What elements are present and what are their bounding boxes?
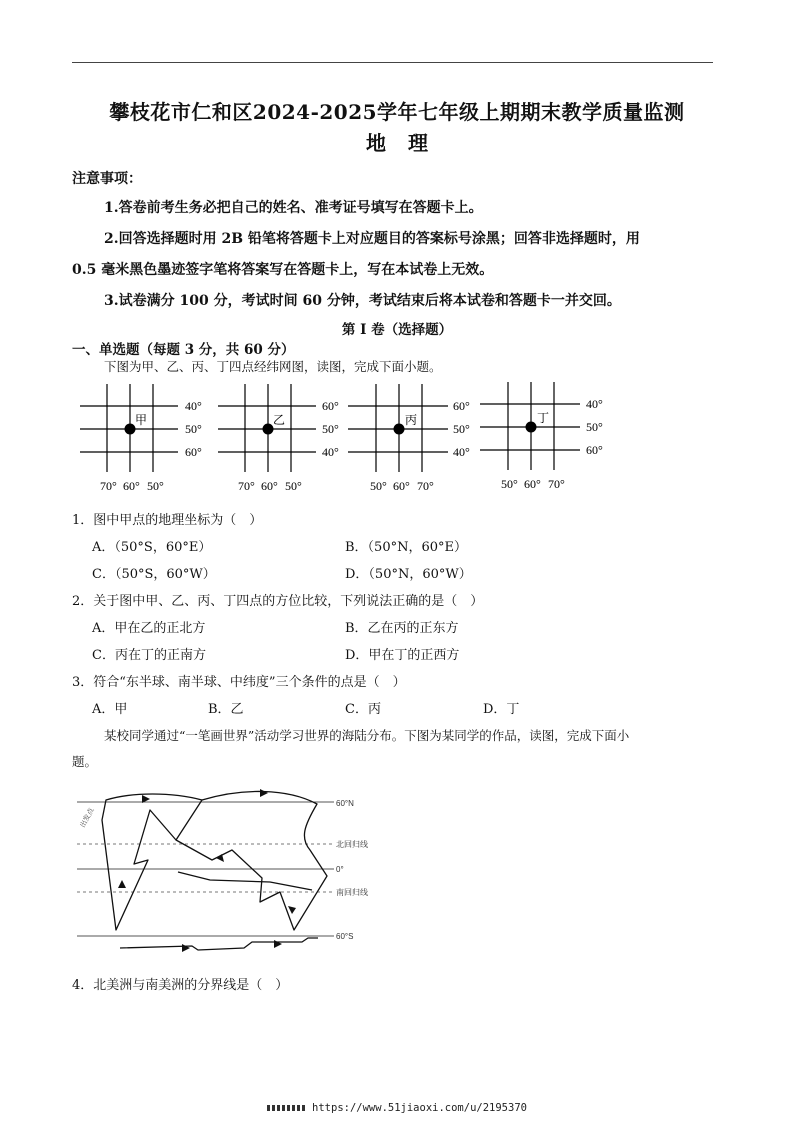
point-ding [526, 422, 537, 433]
grid-yi-lat-3: 40° [322, 445, 339, 459]
grid-jia-lon-3: 50° [147, 479, 164, 493]
lat-label-60s: 60°S [336, 932, 354, 941]
point-yi [263, 424, 274, 435]
q2-option-b: B．乙在丙的正东方 [345, 621, 459, 636]
question-1: 1．图中甲点的地理坐标为（ ） [72, 513, 263, 528]
map-intro-line-2: 题。 [72, 754, 98, 769]
grid-bing-lon-2: 60° [393, 479, 410, 493]
q1-option-d: D．（50°N，60°W） [345, 567, 472, 582]
grid-jia-lat-2: 50° [185, 422, 202, 436]
lat-label-tropic-capricorn: 南回归线 [336, 888, 368, 897]
subject-title: 地理 [366, 131, 450, 155]
grid-jia-lat-1: 40° [185, 399, 202, 413]
grid-ding [480, 382, 603, 491]
grid-intro: 下图为甲、乙、丙、丁四点经纬网图，读图，完成下面小题。 [104, 359, 442, 374]
grid-bing [348, 384, 470, 493]
exam-title: 攀枝花市仁和区2024-2025学年七年级上期期末教学质量监测 [109, 100, 685, 124]
grid-ding-lat-1: 40° [586, 397, 603, 411]
q3-option-a: A．甲 [92, 702, 128, 717]
q1-option-c: C．（50°S，60°W） [92, 567, 216, 582]
grid-label-bing: 丙 [405, 413, 418, 427]
grid-yi-lon-1: 70° [238, 479, 255, 493]
grid-label-jia: 甲 [135, 413, 148, 427]
question-3: 3．符合“东半球、南半球、中纬度”三个条件的点是（ ） [72, 675, 406, 690]
grid-jia-lat-3: 60° [185, 445, 202, 459]
grid-ding-lon-1: 50° [501, 477, 518, 491]
q3-option-d: D．丁 [483, 702, 520, 717]
point-jia [125, 424, 136, 435]
grid-ding-lat-3: 60° [586, 443, 603, 457]
q3-option-c: C．丙 [345, 702, 381, 717]
part-heading: 一、单选题（每题 3 分，共 60 分） [72, 342, 295, 358]
grid-bing-lon-3: 70° [417, 479, 434, 493]
one-stroke-world-map [72, 780, 392, 960]
notice-item-3: 3.试卷满分 100 分，考试时间 60 分钟，考试结束后将本试卷和答题卡一并交回。 [104, 293, 621, 309]
notice-item-2-cont: 0.5 毫米黑色墨迹签字笔将答案写在答题卡上，写在本试卷上无效。 [72, 262, 494, 278]
notice-item-1: 1.答卷前考生务必把自己的姓名、准考证号填写在答题卡上。 [104, 200, 483, 216]
direction-arrows [118, 789, 296, 952]
grid-ding-lat-2: 50° [586, 420, 603, 434]
grid-jia-lon-2: 60° [123, 479, 140, 493]
lat-label-tropic-cancer: 北回归线 [336, 840, 368, 849]
footer-watermark [0, 1102, 794, 1114]
q2-option-c: C．丙在丁的正南方 [92, 648, 206, 663]
grid-ding-lon-3: 70° [548, 477, 565, 491]
continent-outline [102, 791, 327, 950]
q2-option-d: D．甲在丁的正西方 [345, 648, 460, 663]
grid-yi [218, 384, 339, 493]
grid-label-yi: 乙 [273, 413, 286, 427]
grid-bing-lat-3: 40° [453, 445, 470, 459]
grid-jia-lon-1: 70° [100, 479, 117, 493]
notice-item-2: 2.回答选择题时用 2B 铅笔将答题卡上对应题目的答案标号涂黑；回答非选择题时，用 [104, 231, 640, 247]
q1-option-b: B．（50°N，60°E） [345, 540, 468, 555]
grid-bing-lat-1: 60° [453, 399, 470, 413]
start-point-label: 出发点 [79, 807, 96, 829]
grid-ding-lon-2: 60° [524, 477, 541, 491]
q3-option-b: B．乙 [208, 702, 244, 717]
grid-bing-lon-1: 50° [370, 479, 387, 493]
question-2: 2．关于图中甲、乙、丙、丁四点的方位比较，下列说法正确的是（ ） [72, 594, 484, 609]
grid-yi-lat-2: 50° [322, 422, 339, 436]
q1-option-a: A．（50°S，60°E） [92, 540, 212, 555]
top-rule [72, 62, 713, 63]
grid-jia [80, 384, 202, 493]
grid-bing-lat-2: 50° [453, 422, 470, 436]
lat-long-grids [72, 380, 632, 498]
question-4: 4．北美洲与南美洲的分界线是（ ） [72, 978, 289, 993]
footer-url[interactable]: https://www.51jiaoxi.com/u/2195370 [312, 1102, 527, 1114]
grid-yi-lon-2: 60° [261, 479, 278, 493]
notice-heading: 注意事项： [72, 171, 142, 187]
grid-yi-lon-3: 50° [285, 479, 302, 493]
q2-option-a: A．甲在乙的正北方 [92, 621, 206, 636]
grid-label-ding: 丁 [537, 411, 550, 425]
map-intro-line-1: 某校同学通过“一笔画世界”活动学习世界的海陆分布。下图为某同学的作品，读图，完成下面小 [104, 728, 630, 743]
lat-label-equator: 0° [336, 865, 344, 874]
grid-yi-lat-1: 60° [322, 399, 339, 413]
point-bing [394, 424, 405, 435]
site-logo-icon [267, 1105, 307, 1111]
section-title: 第 I 卷（选择题） [341, 322, 453, 338]
lat-label-60n: 60°N [336, 799, 354, 808]
